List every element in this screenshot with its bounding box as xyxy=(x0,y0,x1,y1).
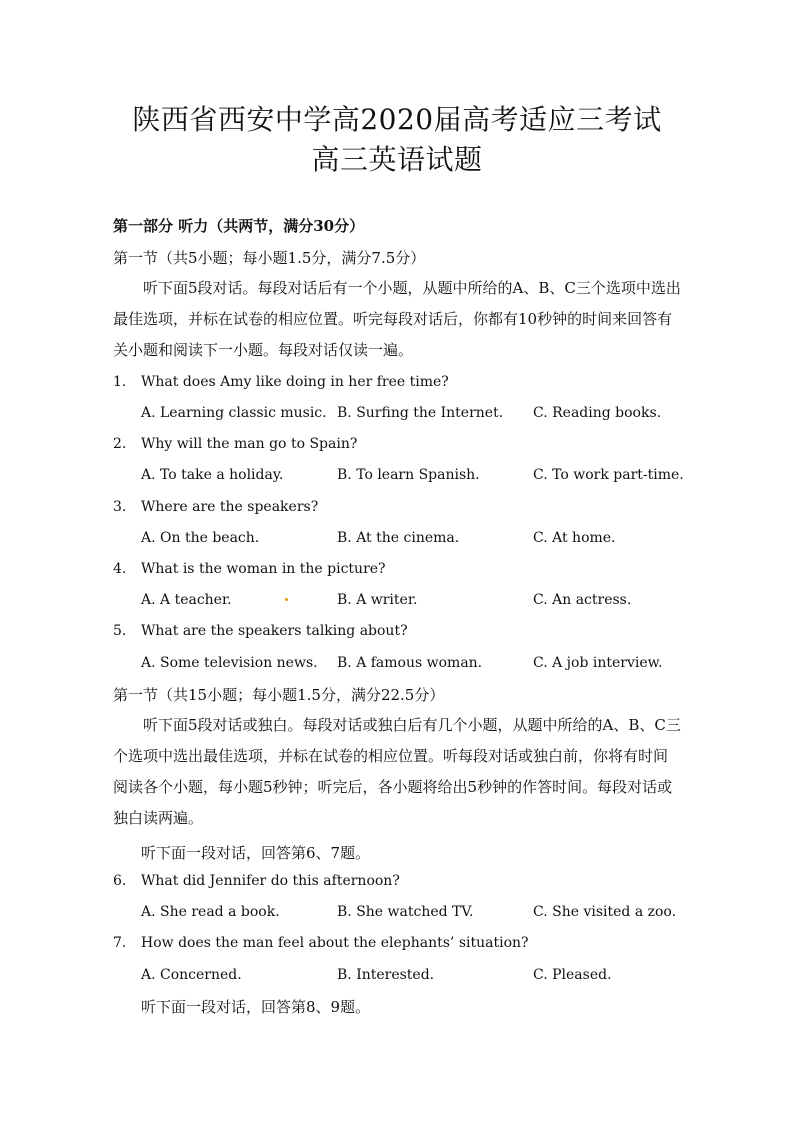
question-6: 6. What did Jennifer do this afternoon? xyxy=(113,873,400,889)
question-5: 5. What are the speakers talking about? xyxy=(113,623,408,639)
q7-option-a: A. Concerned. xyxy=(141,967,242,983)
q4-option-c: C. An actress. xyxy=(533,592,632,608)
q4-option-a: A. A teacher. xyxy=(141,592,232,608)
exam-subtitle: 高三英语试题 xyxy=(311,143,483,176)
question-3: 3. Where are the speakers? xyxy=(113,499,319,515)
q4-option-b: B. A writer. xyxy=(337,592,418,608)
q1-option-b: B. Surfing the Internet. xyxy=(337,405,504,421)
question-4: 4. What is the woman in the picture? xyxy=(113,561,386,577)
question-7: 7. How does the man feel about the elephants’ situation? xyxy=(113,935,529,951)
q1-option-a: A. Learning classic music. xyxy=(141,405,327,421)
section2-heading: 第一节（共15小题；每小题1.5分，满分22.5分） xyxy=(113,686,445,704)
q7-option-c: C. Pleased. xyxy=(533,967,612,983)
q6-option-c: C. She visited a zoo. xyxy=(533,904,677,920)
stray-dot xyxy=(285,598,288,601)
lead-q6-7: 听下面一段对话，回答第6、7题。 xyxy=(141,844,371,862)
q7-option-b: B. Interested. xyxy=(337,967,435,983)
q5-option-a: A. Some television news. xyxy=(141,655,318,671)
exam-title: 陕西省西安中学高2020届高考适应三考试 xyxy=(132,103,662,136)
q2-option-b: B. To learn Spanish. xyxy=(337,467,480,483)
q2-option-c: C. To work part-time. xyxy=(533,467,684,483)
section1-heading: 第一节（共5小题；每小题1.5分，满分7.5分） xyxy=(113,249,426,267)
q3-option-c: C. At home. xyxy=(533,530,616,546)
q6-option-b: B. She watched TV. xyxy=(337,904,474,920)
lead-q8-9: 听下面一段对话，回答第8、9题。 xyxy=(141,998,371,1016)
q6-option-a: A. She read a book. xyxy=(141,904,280,920)
q3-option-b: B. At the cinema. xyxy=(337,530,460,546)
part-heading: 第一部分 听力（共两节，满分30分） xyxy=(113,217,365,235)
q5-option-b: B. A famous woman. xyxy=(337,655,483,671)
section2-instructions: 听下面5段对话或独白。每段对话或独白后有几个小题，从题中所给的A、B、C三个选项中选出最佳选项，并标在试卷的相应位置。听每段对话或独白前，你将有时间阅读各个小题，每小题5秒钟；听完后，各小题将给出5秒钟的作答时间。每段对话或独白读两遍。 xyxy=(113,716,681,827)
q5-option-c: C. A job interview. xyxy=(533,655,663,671)
section1-instructions: 听下面5段对话。每段对话后有一个小题，从题中所给的A、B、C三个选项中选出最佳选项，并标在试卷的相应位置。听完每段对话后，你都有10秒钟的时间来回答有关小题和阅读下一小题。每段对话仅读一遍。 xyxy=(113,279,681,359)
q3-option-a: A. On the beach. xyxy=(141,530,260,546)
q2-option-a: A. To take a holiday. xyxy=(141,467,284,483)
question-2: 2. Why will the man go to Spain? xyxy=(113,436,358,452)
question-1: 1. What does Amy like doing in her free time? xyxy=(113,374,449,390)
q1-option-c: C. Reading books. xyxy=(533,405,662,421)
